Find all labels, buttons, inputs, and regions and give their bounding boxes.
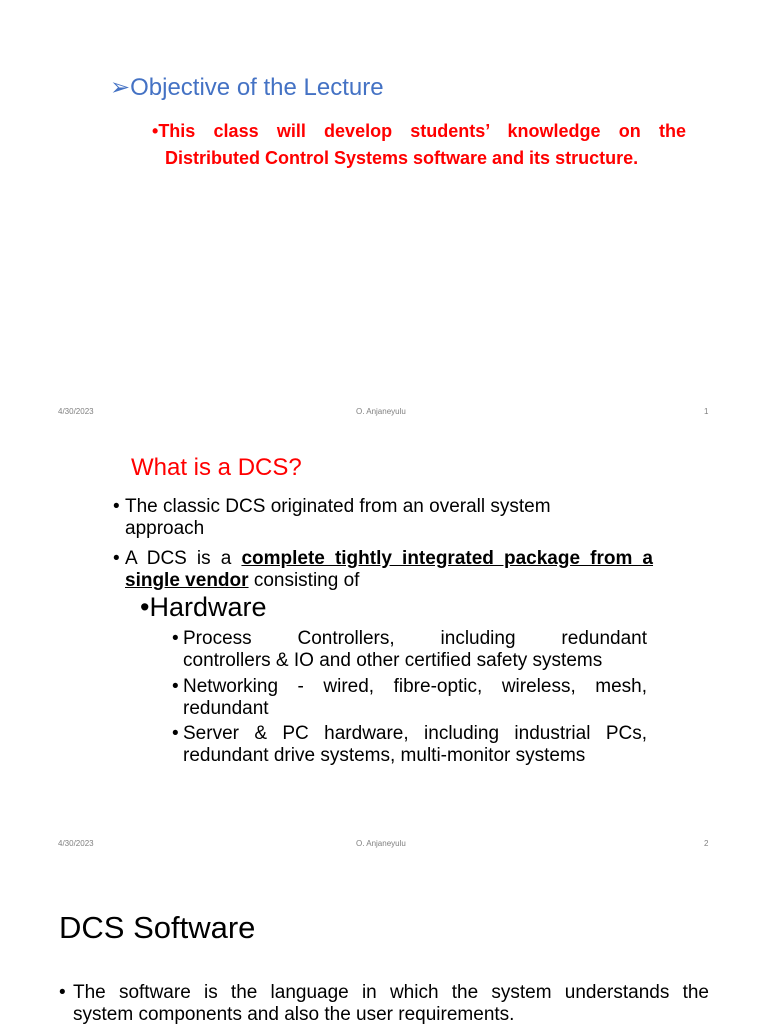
emphasis-text: single vendor	[125, 570, 249, 591]
footer-date: 4/30/2023	[58, 407, 94, 416]
list-item: • The classic DCS originated from an overall system approach	[113, 496, 551, 539]
list-item: • The software is the language in which the system understands the system components and also the user requirements.	[59, 982, 709, 1024]
list-item: • Networking - wired, fibre-optic, wireless, mesh, redundant	[172, 676, 647, 719]
slide-2	[0, 432, 768, 864]
objective-line-1: •This class will develop students’ knowledge on the	[152, 121, 686, 141]
bullet-icon: •	[59, 982, 66, 1003]
slide-3	[0, 864, 768, 1024]
objective-heading	[110, 73, 384, 102]
slide-title: DCS Software	[59, 910, 256, 945]
bullet-icon: •	[172, 676, 179, 697]
bullet-icon: •	[113, 548, 120, 569]
emphasis-text: complete tightly integrated package from a	[241, 548, 654, 569]
slide-1	[0, 0, 768, 432]
footer-page-number: 1	[704, 407, 709, 416]
slide-title: What is a DCS?	[131, 454, 302, 481]
bullet-icon: •	[172, 723, 179, 744]
bullet-icon: •	[172, 628, 179, 649]
footer-author: O. Anjaneyulu	[356, 407, 406, 416]
objective-text	[152, 118, 686, 172]
footer-author: O. Anjaneyulu	[356, 839, 406, 848]
list-item: • A DCS is a complete tightly integrated package from a single vendor consisting of	[113, 548, 654, 591]
footer-page-number: 2	[704, 839, 709, 848]
hardware-heading: •Hardware	[140, 592, 267, 622]
objective-line-2: Distributed Control Systems software and its structure.	[165, 148, 639, 168]
bullet-icon: •	[140, 592, 150, 622]
list-item: • Process Controllers, including redundant controllers & IO and other certified safety systems	[172, 628, 647, 671]
bullet-icon: •	[152, 121, 159, 141]
bullet-icon: •	[113, 496, 120, 517]
list-item: • Server & PC hardware, including industrial PCs, redundant drive systems, multi-monitor systems	[172, 723, 647, 766]
footer-date: 4/30/2023	[58, 839, 94, 848]
objective-heading-text: Objective of the Lecture	[130, 74, 384, 101]
arrow-marker-icon: ➢	[110, 74, 131, 101]
